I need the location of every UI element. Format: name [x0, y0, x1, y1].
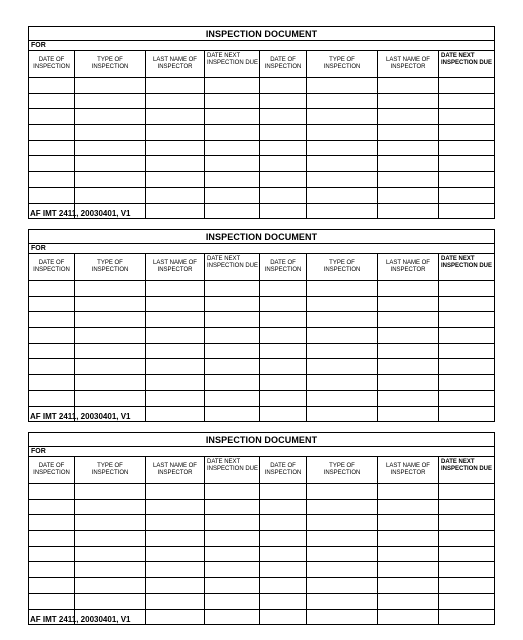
entry-cell[interactable] — [146, 359, 205, 375]
entry-cell[interactable] — [307, 546, 378, 562]
table-row — [29, 156, 495, 172]
entry-cell[interactable] — [205, 328, 260, 344]
entry-cell[interactable] — [75, 172, 146, 188]
entry-cell[interactable] — [75, 578, 146, 594]
entry-cell[interactable] — [205, 515, 260, 531]
entry-cell[interactable] — [307, 562, 378, 578]
entry-cell[interactable] — [378, 593, 439, 609]
entry-cell[interactable] — [205, 125, 260, 141]
entry-cell[interactable] — [260, 609, 307, 625]
entry-cell[interactable] — [75, 328, 146, 344]
entry-cell[interactable] — [146, 78, 205, 94]
entry-cell[interactable] — [146, 125, 205, 141]
entry-cell[interactable] — [439, 296, 495, 312]
column-header: TYPE OF INSPECTION — [307, 51, 378, 78]
entry-cell[interactable] — [439, 156, 495, 172]
entry-cell[interactable] — [439, 375, 495, 391]
entry-cell[interactable] — [205, 499, 260, 515]
entry-cell[interactable] — [307, 484, 378, 500]
entry-cell[interactable] — [260, 578, 307, 594]
entry-cell[interactable] — [307, 531, 378, 547]
form-title: INSPECTION DOCUMENT — [29, 433, 495, 447]
entry-cell[interactable] — [146, 281, 205, 297]
entry-cell[interactable] — [29, 296, 75, 312]
entry-cell[interactable] — [29, 78, 75, 94]
entry-cell[interactable] — [146, 296, 205, 312]
column-header: DATE NEXT INSPECTION DUE — [439, 51, 495, 78]
entry-cell[interactable] — [146, 578, 205, 594]
column-header: DATE NEXT INSPECTION DUE — [439, 457, 495, 484]
column-header: DATE OF INSPECTION — [260, 457, 307, 484]
entry-cell[interactable] — [75, 312, 146, 328]
entry-cell[interactable] — [439, 109, 495, 125]
entry-cell[interactable] — [307, 172, 378, 188]
entry-cell[interactable] — [260, 484, 307, 500]
entry-cell[interactable] — [307, 390, 378, 406]
entry-cell[interactable] — [29, 172, 75, 188]
entry-cell[interactable] — [307, 328, 378, 344]
entry-cell[interactable] — [439, 187, 495, 203]
entry-cell[interactable] — [146, 328, 205, 344]
entry-cell[interactable] — [146, 499, 205, 515]
entry-cell[interactable] — [260, 499, 307, 515]
column-header: TYPE OF INSPECTION — [75, 254, 146, 281]
entry-cell[interactable] — [260, 593, 307, 609]
entry-cell[interactable] — [439, 172, 495, 188]
entry-cell[interactable] — [75, 562, 146, 578]
entry-cell[interactable] — [29, 328, 75, 344]
entry-cell[interactable] — [260, 546, 307, 562]
entry-cell[interactable] — [378, 109, 439, 125]
entry-cell[interactable] — [146, 593, 205, 609]
entry-cell[interactable] — [378, 328, 439, 344]
column-header: DATE OF INSPECTION — [260, 51, 307, 78]
entry-cell[interactable] — [307, 203, 378, 219]
entry-cell[interactable] — [260, 312, 307, 328]
entry-cell[interactable] — [260, 515, 307, 531]
table-row — [29, 109, 495, 125]
entry-cell[interactable] — [75, 281, 146, 297]
entry-cell[interactable] — [29, 515, 75, 531]
entry-cell[interactable] — [307, 515, 378, 531]
entry-cell[interactable] — [260, 140, 307, 156]
entry-cell[interactable] — [439, 78, 495, 94]
entry-cell[interactable] — [29, 562, 75, 578]
entry-cell[interactable] — [75, 156, 146, 172]
for-field[interactable]: FOR — [29, 447, 495, 457]
entry-cell[interactable] — [260, 328, 307, 344]
entry-cell[interactable] — [29, 281, 75, 297]
column-header: DATE OF INSPECTION — [260, 254, 307, 281]
inspection-form — [28, 229, 494, 422]
entry-cell[interactable] — [378, 578, 439, 594]
entry-cell[interactable] — [75, 140, 146, 156]
inspection-form — [28, 432, 494, 625]
entry-cell[interactable] — [146, 531, 205, 547]
entry-cell[interactable] — [307, 156, 378, 172]
entry-cell[interactable] — [378, 484, 439, 500]
entry-cell[interactable] — [260, 125, 307, 141]
entry-cell[interactable] — [146, 187, 205, 203]
entry-cell[interactable] — [146, 172, 205, 188]
entry-cell[interactable] — [146, 546, 205, 562]
entry-cell[interactable] — [29, 484, 75, 500]
column-header: DATE NEXT INSPECTION DUE — [205, 51, 260, 78]
entry-cell[interactable] — [439, 328, 495, 344]
entry-cell[interactable] — [378, 140, 439, 156]
table-row — [29, 93, 495, 109]
table-row — [29, 312, 495, 328]
entry-cell[interactable] — [205, 343, 260, 359]
entry-cell[interactable] — [146, 93, 205, 109]
for-field[interactable]: FOR — [29, 41, 495, 51]
entry-cell[interactable] — [29, 187, 75, 203]
entry-cell[interactable] — [75, 499, 146, 515]
entry-cell[interactable] — [29, 375, 75, 391]
table-row — [29, 281, 495, 297]
entry-cell[interactable] — [205, 296, 260, 312]
entry-cell[interactable] — [205, 172, 260, 188]
entry-cell[interactable] — [439, 515, 495, 531]
entry-cell[interactable] — [75, 484, 146, 500]
entry-cell[interactable] — [75, 515, 146, 531]
entry-cell[interactable] — [378, 406, 439, 422]
entry-cell[interactable] — [146, 109, 205, 125]
entry-cell[interactable] — [260, 359, 307, 375]
entry-cell[interactable] — [378, 156, 439, 172]
column-header: DATE NEXT INSPECTION DUE — [205, 254, 260, 281]
entry-cell[interactable] — [307, 499, 378, 515]
inspection-form — [28, 26, 494, 219]
entry-cell[interactable] — [439, 93, 495, 109]
column-header: LAST NAME OF INSPECTOR — [378, 51, 439, 78]
entry-cell[interactable] — [146, 515, 205, 531]
table-row — [29, 531, 495, 547]
entry-cell[interactable] — [205, 187, 260, 203]
table-row — [29, 78, 495, 94]
entry-cell[interactable] — [439, 390, 495, 406]
entry-cell[interactable] — [205, 312, 260, 328]
inspection-table — [28, 229, 495, 422]
entry-cell[interactable] — [439, 406, 495, 422]
entry-cell[interactable] — [439, 609, 495, 625]
entry-cell[interactable] — [75, 93, 146, 109]
entry-cell[interactable] — [146, 484, 205, 500]
table-row — [29, 328, 495, 344]
column-header: TYPE OF INSPECTION — [307, 254, 378, 281]
entry-cell[interactable] — [307, 281, 378, 297]
entry-cell[interactable] — [307, 125, 378, 141]
entry-cell[interactable] — [260, 343, 307, 359]
entry-cell[interactable] — [378, 312, 439, 328]
entry-cell[interactable] — [205, 562, 260, 578]
entry-cell[interactable] — [75, 78, 146, 94]
table-row — [29, 546, 495, 562]
entry-cell[interactable] — [378, 531, 439, 547]
table-row — [29, 593, 495, 609]
entry-cell[interactable] — [205, 546, 260, 562]
entry-cell[interactable] — [205, 203, 260, 219]
entry-cell[interactable] — [378, 359, 439, 375]
entry-cell[interactable] — [146, 390, 205, 406]
entry-cell[interactable] — [75, 296, 146, 312]
column-header: LAST NAME OF INSPECTOR — [378, 457, 439, 484]
entry-cell[interactable] — [260, 375, 307, 391]
entry-cell[interactable] — [146, 609, 205, 625]
entry-cell[interactable] — [260, 156, 307, 172]
entry-cell[interactable] — [260, 531, 307, 547]
form-title: INSPECTION DOCUMENT — [29, 230, 495, 244]
form-footer: AF IMT 2411, 20030401, V1 — [30, 209, 131, 218]
entry-cell[interactable] — [260, 109, 307, 125]
entry-cell[interactable] — [29, 156, 75, 172]
entry-cell[interactable] — [378, 609, 439, 625]
entry-cell[interactable] — [29, 578, 75, 594]
entry-cell[interactable] — [307, 406, 378, 422]
table-row — [29, 484, 495, 500]
entry-cell[interactable] — [205, 109, 260, 125]
entry-cell[interactable] — [378, 172, 439, 188]
entry-cell[interactable] — [307, 578, 378, 594]
table-row — [29, 187, 495, 203]
entry-cell[interactable] — [307, 78, 378, 94]
entry-cell[interactable] — [75, 390, 146, 406]
entry-cell[interactable] — [260, 78, 307, 94]
entry-cell[interactable] — [439, 499, 495, 515]
entry-cell[interactable] — [439, 484, 495, 500]
entry-cell[interactable] — [146, 562, 205, 578]
entry-cell[interactable] — [378, 93, 439, 109]
entry-cell[interactable] — [378, 281, 439, 297]
entry-cell[interactable] — [307, 359, 378, 375]
entry-cell[interactable] — [146, 343, 205, 359]
entry-cell[interactable] — [439, 140, 495, 156]
form-footer: AF IMT 2411, 20030401, V1 — [30, 412, 131, 421]
entry-cell[interactable] — [75, 359, 146, 375]
entry-cell[interactable] — [146, 375, 205, 391]
column-header: DATE OF INSPECTION — [29, 51, 75, 78]
entry-cell[interactable] — [260, 203, 307, 219]
entry-cell[interactable] — [378, 78, 439, 94]
entry-cell[interactable] — [307, 109, 378, 125]
column-header: LAST NAME OF INSPECTOR — [146, 51, 205, 78]
form-footer: AF IMT 2411, 20030401, V1 — [30, 615, 131, 624]
entry-cell[interactable] — [307, 93, 378, 109]
entry-cell[interactable] — [29, 531, 75, 547]
table-row — [29, 499, 495, 515]
entry-cell[interactable] — [75, 343, 146, 359]
entry-cell[interactable] — [29, 499, 75, 515]
entry-cell[interactable] — [205, 140, 260, 156]
entry-cell[interactable] — [146, 140, 205, 156]
entry-cell[interactable] — [260, 187, 307, 203]
table-row — [29, 515, 495, 531]
entry-cell[interactable] — [439, 593, 495, 609]
table-row — [29, 140, 495, 156]
entry-cell[interactable] — [29, 390, 75, 406]
entry-cell[interactable] — [439, 578, 495, 594]
entry-cell[interactable] — [205, 375, 260, 391]
entry-cell[interactable] — [146, 203, 205, 219]
entry-cell[interactable] — [439, 359, 495, 375]
entry-cell[interactable] — [439, 343, 495, 359]
entry-cell[interactable] — [307, 296, 378, 312]
column-header: TYPE OF INSPECTION — [75, 457, 146, 484]
entry-cell[interactable] — [439, 312, 495, 328]
entry-cell[interactable] — [378, 390, 439, 406]
entry-cell[interactable] — [378, 375, 439, 391]
table-row — [29, 390, 495, 406]
entry-cell[interactable] — [307, 312, 378, 328]
entry-cell[interactable] — [260, 296, 307, 312]
table-row — [29, 359, 495, 375]
entry-cell[interactable] — [307, 375, 378, 391]
entry-cell[interactable] — [146, 312, 205, 328]
table-row — [29, 125, 495, 141]
column-header: LAST NAME OF INSPECTOR — [378, 254, 439, 281]
entry-cell[interactable] — [378, 203, 439, 219]
entry-cell[interactable] — [378, 499, 439, 515]
entry-cell[interactable] — [205, 281, 260, 297]
entry-cell[interactable] — [29, 593, 75, 609]
entry-cell[interactable] — [439, 125, 495, 141]
form-title: INSPECTION DOCUMENT — [29, 27, 495, 41]
entry-cell[interactable] — [439, 531, 495, 547]
entry-cell[interactable] — [75, 531, 146, 547]
table-row — [29, 562, 495, 578]
column-header: DATE OF INSPECTION — [29, 254, 75, 281]
entry-cell[interactable] — [307, 187, 378, 203]
entry-cell[interactable] — [205, 93, 260, 109]
column-header: DATE NEXT INSPECTION DUE — [205, 457, 260, 484]
column-header: LAST NAME OF INSPECTOR — [146, 457, 205, 484]
column-header: LAST NAME OF INSPECTOR — [146, 254, 205, 281]
entry-cell[interactable] — [29, 359, 75, 375]
entry-cell[interactable] — [205, 484, 260, 500]
entry-cell[interactable] — [260, 562, 307, 578]
entry-cell[interactable] — [378, 187, 439, 203]
inspection-table — [28, 432, 495, 625]
entry-cell[interactable] — [205, 531, 260, 547]
entry-cell[interactable] — [378, 125, 439, 141]
table-row — [29, 578, 495, 594]
entry-cell[interactable] — [260, 390, 307, 406]
entry-cell[interactable] — [75, 375, 146, 391]
entry-cell[interactable] — [75, 125, 146, 141]
entry-cell[interactable] — [75, 109, 146, 125]
entry-cell[interactable] — [378, 546, 439, 562]
entry-cell[interactable] — [439, 562, 495, 578]
entry-cell[interactable] — [260, 406, 307, 422]
entry-cell[interactable] — [378, 343, 439, 359]
entry-cell[interactable] — [439, 546, 495, 562]
entry-cell[interactable] — [29, 109, 75, 125]
entry-cell[interactable] — [307, 343, 378, 359]
entry-cell[interactable] — [260, 93, 307, 109]
column-header: DATE NEXT INSPECTION DUE — [439, 254, 495, 281]
entry-cell[interactable] — [29, 125, 75, 141]
entry-cell[interactable] — [29, 343, 75, 359]
entry-cell[interactable] — [205, 78, 260, 94]
entry-cell[interactable] — [205, 156, 260, 172]
entry-cell[interactable] — [205, 609, 260, 625]
entry-cell[interactable] — [29, 140, 75, 156]
column-header: TYPE OF INSPECTION — [307, 457, 378, 484]
inspection-table — [28, 26, 495, 219]
entry-cell[interactable] — [75, 546, 146, 562]
entry-cell[interactable] — [146, 406, 205, 422]
entry-cell[interactable] — [205, 593, 260, 609]
column-header: DATE OF INSPECTION — [29, 457, 75, 484]
entry-cell[interactable] — [205, 578, 260, 594]
entry-cell[interactable] — [205, 406, 260, 422]
entry-cell[interactable] — [378, 515, 439, 531]
column-header: TYPE OF INSPECTION — [75, 51, 146, 78]
entry-cell[interactable] — [378, 562, 439, 578]
table-row — [29, 296, 495, 312]
entry-cell[interactable] — [29, 546, 75, 562]
entry-cell[interactable] — [307, 609, 378, 625]
entry-cell[interactable] — [29, 93, 75, 109]
entry-cell[interactable] — [307, 593, 378, 609]
for-field[interactable]: FOR — [29, 244, 495, 254]
entry-cell[interactable] — [307, 140, 378, 156]
entry-cell[interactable] — [205, 359, 260, 375]
entry-cell[interactable] — [75, 187, 146, 203]
entry-cell[interactable] — [146, 156, 205, 172]
entry-cell[interactable] — [378, 296, 439, 312]
entry-cell[interactable] — [75, 593, 146, 609]
entry-cell[interactable] — [205, 390, 260, 406]
entry-cell[interactable] — [29, 312, 75, 328]
entry-cell[interactable] — [439, 203, 495, 219]
entry-cell[interactable] — [439, 281, 495, 297]
table-row — [29, 172, 495, 188]
entry-cell[interactable] — [260, 281, 307, 297]
table-row — [29, 375, 495, 391]
entry-cell[interactable] — [260, 172, 307, 188]
table-row — [29, 343, 495, 359]
